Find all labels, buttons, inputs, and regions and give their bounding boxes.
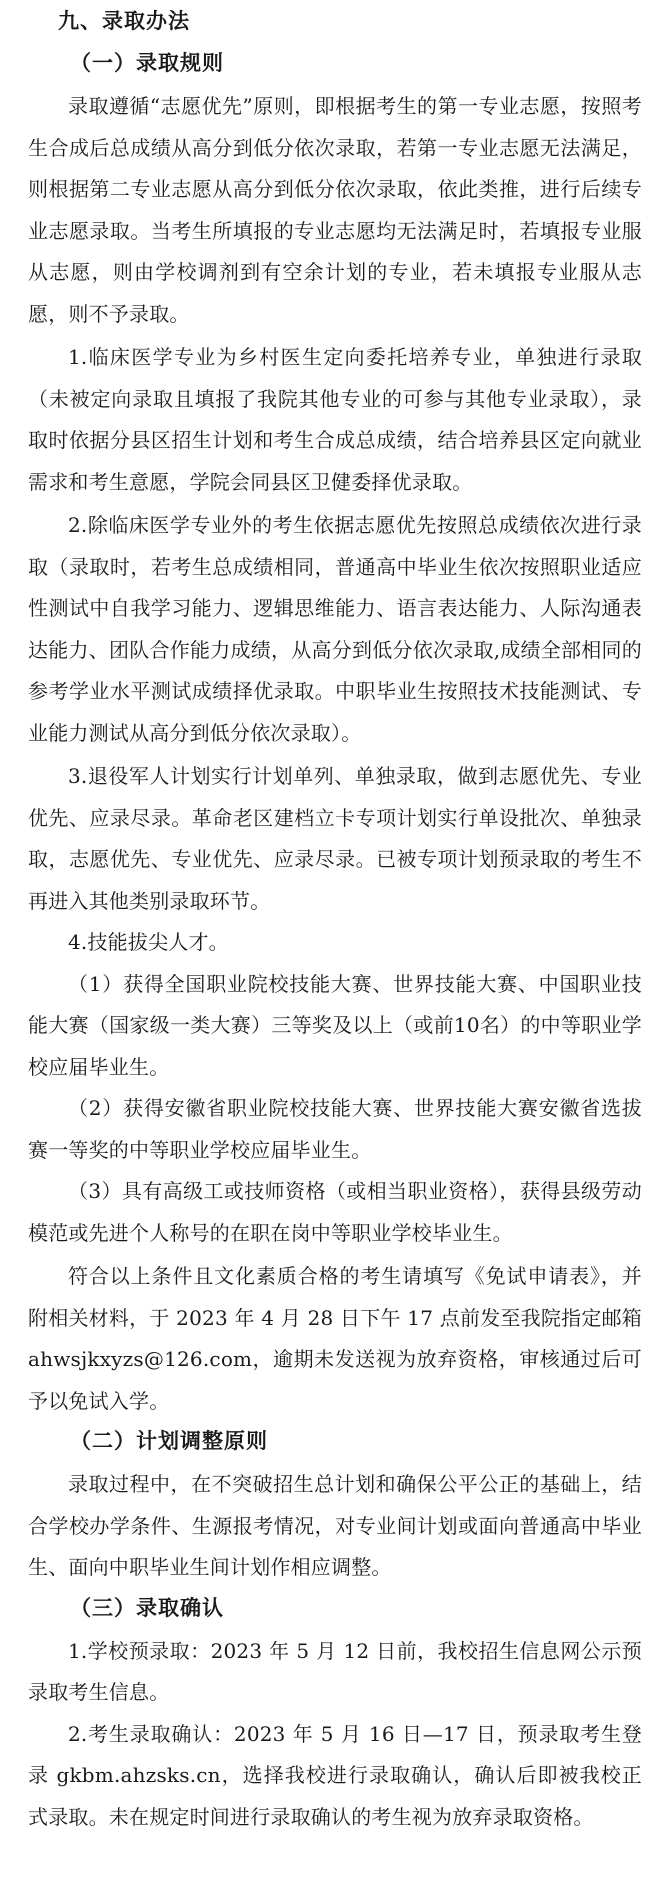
- paragraph-skill-qualification: （3）具有高级工或技师资格（或相当职业资格），获得县级劳动模范或先进个人称号的在职在岗中等职业学校毕业生。: [28, 1179, 642, 1245]
- paragraph-exemption-application: 符合以上条件且文化素质合格的考生请填写《免试申请表》，并附相关材料，于 2023 年 4 月 28 日下午 17 点前发至我院指定邮箱 ahwsjkxyzs@126.com，逾期未发送视为放弃资格，审核通过后可予以免试入学。: [28, 1264, 642, 1413]
- section-title: 九、录取办法: [58, 8, 190, 33]
- paragraph-clinical-medicine: 1.临床医学专业为乡村医生定向委托培养专业，单独进行录取（未被定向录取且填报了我院其他专业的可参与其他专业录取），录取时依据分县区招生计划和考生合成总成绩，结合培养县区定向就业需求和考生意愿，学院会同县区卫健委择优录取。: [28, 345, 642, 494]
- paragraph-skill-provincial: （2）获得安徽省职业院校技能大赛、世界技能大赛安徽省选拔赛一等奖的中等职业学校应届毕业生。: [28, 1096, 642, 1162]
- paragraph-skill-talents: 4.技能拔尖人才。: [68, 930, 229, 954]
- paragraph-plan-adjustment: 录取过程中，在不突破招生总计划和确保公平公正的基础上，结合学校办学条件、生源报考情况，对专业间计划或面向普通高中毕业生、面向中职毕业生间计划作相应调整。: [28, 1472, 642, 1579]
- paragraph-skill-national: （1）获得全国职业院校技能大赛、世界技能大赛、中国职业技能大赛（国家级一类大赛）三等奖及以上（或前10名）的中等职业学校应届毕业生。: [28, 971, 642, 1079]
- subsection-title-plan-adjustment: （二）计划调整原则: [70, 1428, 268, 1453]
- subsection-title-admission-rules: （一）录取规则: [70, 50, 224, 75]
- paragraph-pre-admission: 1.学校预录取：2023 年 5 月 12 日前，我校招生信息网公示预录取考生信息。: [28, 1638, 642, 1704]
- paragraph-admission-confirmation: 2.考生录取确认：2023 年 5 月 16 日—17 日，预录取考生登录 gkbm.ahzsks.cn，选择我校进行录取确认，确认后即被我校正式录取。未在规定时间进行录取确认的考生视为放弃录取资格。: [28, 1721, 642, 1829]
- paragraph-other-majors: 2.除临床医学专业外的考生依据志愿优先按照总成绩依次进行录取（录取时，若考生总成绩相同，普通高中毕业生依次按照职业适应性测试中自我学习能力、逻辑思维能力、语言表达能力、人际沟通表达能力、团队合作能力成绩，从高分到低分依次录取,成绩全部相同的参考学业水平测试成绩择优录取。中职毕业生按照技术技能测试、专业能力测试从高分到低分依次录取）。: [28, 513, 642, 745]
- paragraph-veterans-plan: 3.退役军人计划实行计划单列、单独录取，做到志愿优先、专业优先、应录尽录。革命老区建档立卡专项计划实行单设批次、单独录取，志愿优先、专业优先、应录尽录。已被专项计划预录取的考生不再进入其他类别录取环节。: [28, 764, 642, 913]
- subsection-title-admission-confirmation: （三）录取确认: [70, 1594, 224, 1620]
- paragraph-admission-rules-intro: 录取遵循“志愿优先”原则，即根据考生的第一专业志愿，按照考生合成后总成绩从高分到低分依次录取，若第一专业志愿无法满足，则根据第二专业志愿从高分到低分依次录取，依此类推，进行后续专业志愿录取。当考生所填报的专业志愿均无法满足时，若填报专业服从志愿，则由学校调剂到有空余计划的专业，若未填报专业服从志愿，则不予录取。: [28, 94, 642, 326]
